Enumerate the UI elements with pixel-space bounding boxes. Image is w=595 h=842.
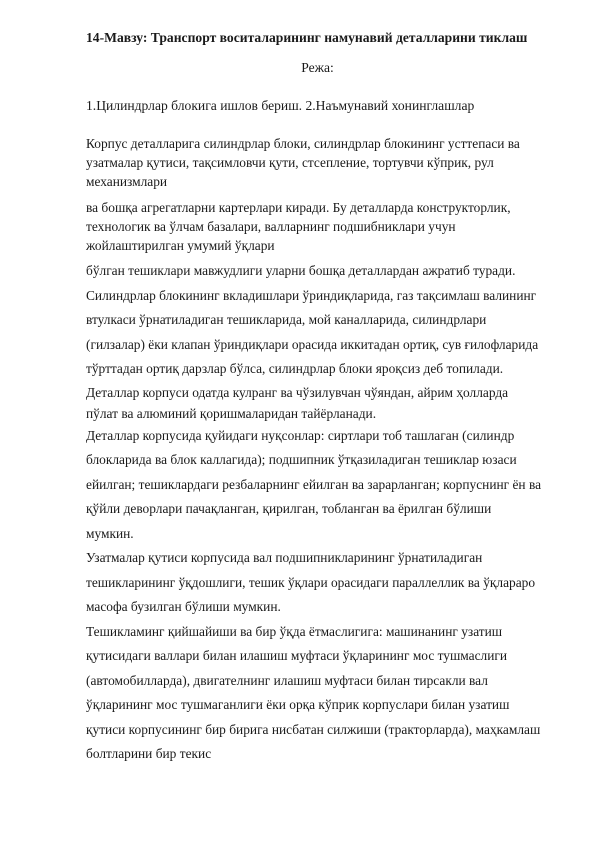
paragraph-7 <box>86 620 568 767</box>
paragraph-6 <box>86 546 568 620</box>
text-line: ейилган; тешиклардаги резбаларнинг ейилган ва зарарланган; корпуснинг ён ва <box>86 476 542 492</box>
paragraph-1 <box>86 134 568 191</box>
text-line: (автомобилларда), двигателнинг илашиш муфтаси билан тирсакли вал <box>86 672 488 688</box>
paragraph-4 <box>86 382 568 424</box>
text-line: масофа бузилган бўлиши мумкин. <box>86 599 281 614</box>
text-line: Силиндрлар блокининг вкладишлари ўриндиқларида, газ тақсимлаш валининг <box>86 287 537 303</box>
text-line: ўқларининг мос тушмаганлиги ёки орқа кўприк корпуслари билан узатиш <box>86 697 510 712</box>
paragraph-3 <box>86 259 568 382</box>
text-line: бўлган тешиклари мавжудлиги уларни бошқа деталлардан ажратиб туради. <box>86 263 516 278</box>
text-line: қутисидаги валлари билан илашиш муфтаси ўқларининг мос тушмаслиги <box>86 648 508 663</box>
document-body <box>86 134 568 767</box>
text-line: Деталлар корпуси одатда кулранг ва чўзилувчан чўяндан, айрим ҳолларда <box>86 384 509 400</box>
plan-items: 1.Цилиндрлар блокига ишлов бериш. 2.Наъмунавий хонинглашлар <box>86 98 475 113</box>
text-line: Корпус деталларига силиндрлар блоки, силиндрлар блокининг усттепаси ва <box>86 136 520 151</box>
plan-heading: Режа: <box>301 60 334 75</box>
text-line: тешикларининг ўқдошлиги, тешик ўқлари орасидаги параллеллик ва ўқлараро <box>86 574 536 590</box>
text-line: қутиси корпусининг бир бирига нисбатан силжиши (тракторларда), маҳкамлаш <box>86 721 541 737</box>
document-title: 14-Мавзу: Транспорт воситаларининг намунавий деталларини тиклаш <box>86 30 528 45</box>
text-line: втулкаси ўрнатиладиган тешикларида, мой каналларида, силиндрлари <box>86 312 487 327</box>
text-line: узатмалар қутиси, тақсимловчи қути, стсепление, тортувчи кўприк, рул <box>86 155 494 170</box>
text-line: технологик ва ўлчам базалари, валларнинг подшибниклари учун <box>86 219 456 234</box>
text-line: мумкин. <box>86 525 134 541</box>
paragraph-2 <box>86 198 568 255</box>
text-line: Деталлар корпусида қуйидаги нуқсонлар: сиртлари тоб ташлаган (силиндр <box>86 427 515 443</box>
text-line: пўлат ва алюминий қоришмаларидан тайёрланади. <box>86 405 377 421</box>
text-line: (гилзалар) ёки клапан ўриндиқлари орасида иккитадан ортиқ, сув ғилофларида <box>86 336 539 352</box>
paragraph-5 <box>86 424 568 547</box>
text-line: жойлаштирилган умумий ўқлари <box>86 238 275 253</box>
text-line: қўйли деворлари пачақланган, қирилган, тобланган ва ёрилган бўлиши <box>86 501 492 516</box>
text-line: блокларида ва блок каллагида); подшипник ўтқазиладиган тешиклар юзаси <box>86 452 517 467</box>
text-line: механизмлари <box>86 174 168 189</box>
text-line: Узатмалар қутиси корпусида вал подшипникларининг ўрнатиладиган <box>86 550 483 565</box>
text-line: Тешикламинг қийшайиши ва бир ўқда ётмаслигига: машинанинг узатиш <box>86 623 503 639</box>
text-line: тўрттадан ортиқ дарзлар бўлса, силиндрлар блоки яроқсиз деб топилади. <box>86 361 504 376</box>
text-line: болтларини бир текис <box>86 746 212 761</box>
text-line: ва бошқа агрегатларни картерлари киради. Бу деталларда конструкторлик, <box>86 200 511 215</box>
